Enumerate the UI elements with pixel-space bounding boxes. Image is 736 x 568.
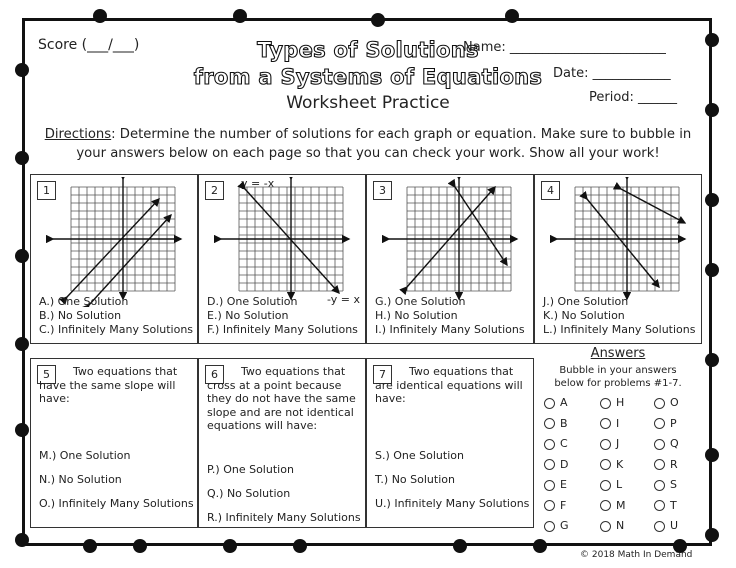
border-dot xyxy=(705,193,719,207)
answer-bubble-i[interactable] xyxy=(600,417,619,430)
problem-number: 7 xyxy=(373,365,392,384)
option-t[interactable]: T.) No Solution xyxy=(375,473,455,486)
problem-number: 6 xyxy=(205,365,224,384)
border-dot xyxy=(705,528,719,542)
option-n[interactable]: N.) No Solution xyxy=(39,473,122,486)
coordinate-graph-3 xyxy=(367,177,533,307)
graph-cell-4 xyxy=(534,174,702,344)
answer-bubble-o[interactable] xyxy=(654,396,679,409)
border-dot xyxy=(233,9,247,23)
bubble-letter: P xyxy=(670,416,677,430)
bubble-letter: B xyxy=(560,416,568,430)
bubble-circle[interactable] xyxy=(654,459,665,470)
score-label: Score (___/___) xyxy=(38,37,140,53)
problem-number: 2 xyxy=(205,181,224,200)
problem-number: 1 xyxy=(37,181,56,200)
directions-text: : Determine the number of solutions for each graph or equation. Make sure to bubble in your answers below on each page so that you can check your work. Show all your work! xyxy=(76,127,692,161)
subtitle: Worksheet Practice xyxy=(286,93,450,113)
bubble-letter: K xyxy=(616,457,624,471)
border-dot xyxy=(15,151,29,165)
border-dot xyxy=(533,539,547,553)
border-dot xyxy=(293,539,307,553)
problem-number: 4 xyxy=(541,181,560,200)
border-dot xyxy=(93,9,107,23)
directions xyxy=(30,125,706,163)
answer-bubble-m[interactable] xyxy=(600,499,626,512)
bubble-letter: U xyxy=(670,519,679,532)
option-e[interactable]: E.) No Solution xyxy=(207,309,289,322)
graph-line-1 xyxy=(245,189,339,293)
equation-label-2: -y = x xyxy=(327,293,361,306)
period-field[interactable]: Period: ______ xyxy=(589,90,678,105)
bubble-circle[interactable] xyxy=(544,459,555,470)
problem-text: Two equations that have the same slope will have: xyxy=(39,365,178,405)
graph-cell-2 xyxy=(198,174,366,344)
option-g[interactable]: G.) One Solution xyxy=(375,295,466,308)
bubble-circle[interactable] xyxy=(654,480,665,491)
option-j[interactable]: J.) One Solution xyxy=(543,295,629,308)
problem-cell-7 xyxy=(366,358,534,528)
problem-text: Two equations that are identical equations will have: xyxy=(375,365,523,405)
answer-bubble-b[interactable] xyxy=(544,417,568,430)
bubble-circle[interactable] xyxy=(544,480,555,491)
option-s[interactable]: S.) One Solution xyxy=(375,449,464,462)
border-dot xyxy=(15,533,29,547)
bubble-letter: A xyxy=(560,396,568,409)
bubble-letter: J xyxy=(616,437,620,450)
option-i[interactable]: I.) Infinitely Many Solutions xyxy=(375,323,525,336)
graph-line-1 xyxy=(407,187,495,287)
answer-bubble-s[interactable] xyxy=(654,478,677,491)
bubble-circle[interactable] xyxy=(654,500,665,511)
bubble-circle[interactable] xyxy=(654,418,665,429)
answer-bubble-t[interactable] xyxy=(654,499,677,512)
bubble-circle[interactable] xyxy=(600,480,611,491)
bubble-letter: F xyxy=(560,498,567,512)
problem-cell-6 xyxy=(198,358,366,528)
bubble-letter: O xyxy=(670,396,679,409)
border-dot xyxy=(705,448,719,462)
option-o[interactable]: O.) Infinitely Many Solutions xyxy=(39,497,194,510)
answer-bubble-r[interactable] xyxy=(654,458,678,471)
bubble-circle[interactable] xyxy=(544,439,555,450)
copyright: © 2018 Math In Demand xyxy=(580,550,693,560)
option-q[interactable]: Q.) No Solution xyxy=(207,487,291,500)
title-line-1: Types of Solutions xyxy=(257,38,479,62)
option-c[interactable]: C.) Infinitely Many Solutions xyxy=(39,323,194,336)
answer-bubble-g[interactable] xyxy=(544,519,569,532)
option-k[interactable]: K.) No Solution xyxy=(543,309,625,322)
bubble-circle[interactable] xyxy=(654,439,665,450)
bubble-circle[interactable] xyxy=(544,521,555,532)
coordinate-graph-4 xyxy=(535,177,701,307)
option-u[interactable]: U.) Infinitely Many Solutions xyxy=(375,497,530,510)
bubble-circle[interactable] xyxy=(654,521,665,532)
bubble-circle[interactable] xyxy=(654,398,665,409)
graph-line-2 xyxy=(621,189,685,223)
problem-number: 5 xyxy=(37,365,56,384)
bubble-letter: N xyxy=(616,519,625,532)
worksheet-grid xyxy=(30,174,702,532)
bubble-letter: C xyxy=(560,437,568,450)
border-dot xyxy=(15,423,29,437)
bubble-letter: L xyxy=(616,478,623,491)
border-dot xyxy=(223,539,237,553)
bubble-letter: I xyxy=(616,416,620,430)
directions-label: Directions xyxy=(44,127,112,142)
answers-instructions: Bubble in your answers below for problems #1-7. xyxy=(554,365,682,389)
title-line-2: from a Systems of Equations xyxy=(193,65,543,89)
answer-bubble-e[interactable] xyxy=(544,478,567,491)
graph-line-1 xyxy=(67,199,159,297)
bubble-letter: M xyxy=(616,498,626,512)
answers-title: Answers xyxy=(590,346,646,361)
coordinate-graph-1 xyxy=(31,177,197,307)
border-dot xyxy=(705,353,719,367)
option-h[interactable]: H.) No Solution xyxy=(375,309,458,322)
answer-bubble-h[interactable] xyxy=(600,396,624,409)
bubble-letter: R xyxy=(670,457,678,471)
bubble-circle[interactable] xyxy=(600,459,611,470)
answer-bubble-a[interactable] xyxy=(544,396,568,409)
answer-bubble-d[interactable] xyxy=(544,458,568,471)
bubble-circle[interactable] xyxy=(600,398,611,409)
bubble-letter: S xyxy=(670,478,677,491)
option-r[interactable]: R.) Infinitely Many Solutions xyxy=(207,511,361,524)
border-dot xyxy=(505,9,519,23)
border-dot xyxy=(453,539,467,553)
answer-bubble-k[interactable] xyxy=(600,458,623,471)
option-b[interactable]: B.) No Solution xyxy=(39,309,122,322)
option-p[interactable]: P.) One Solution xyxy=(207,463,294,476)
option-f[interactable]: F.) Infinitely Many Solutions xyxy=(207,323,358,336)
bubble-circle[interactable] xyxy=(544,500,555,511)
bubble-letter: Q xyxy=(670,437,679,450)
problem-cell-5 xyxy=(30,358,198,528)
border-dot xyxy=(83,539,97,553)
border-dot xyxy=(15,249,29,263)
answer-bubble-j[interactable] xyxy=(600,437,619,450)
border-dot xyxy=(15,337,29,351)
bubble-circle[interactable] xyxy=(544,398,555,409)
graph-cell-1 xyxy=(30,174,198,344)
bubble-circle[interactable] xyxy=(544,418,555,429)
bubble-letter: T xyxy=(670,498,677,512)
option-l[interactable]: L.) Infinitely Many Solutions xyxy=(543,323,696,336)
border-dot xyxy=(705,263,719,277)
border-dot xyxy=(371,13,385,27)
option-m[interactable]: M.) One Solution xyxy=(39,449,131,462)
answer-bubble-q[interactable] xyxy=(654,437,679,450)
bubble-circle[interactable] xyxy=(600,521,611,532)
option-d[interactable]: D.) One Solution xyxy=(207,295,298,308)
coordinate-graph-2 xyxy=(199,177,365,307)
bubble-letter: E xyxy=(560,478,567,491)
bubble-letter: D xyxy=(560,457,569,471)
bubble-circle[interactable] xyxy=(600,439,611,450)
graph-cell-3 xyxy=(366,174,534,344)
date-field[interactable]: Date: ____________ xyxy=(553,66,671,81)
bubble-circle[interactable] xyxy=(600,418,611,429)
answer-bubble-u[interactable] xyxy=(654,519,678,532)
problem-number: 3 xyxy=(373,181,392,200)
answer-bubble-n[interactable] xyxy=(600,519,624,532)
bubble-letter: G xyxy=(560,519,569,532)
bubble-circle[interactable] xyxy=(600,500,611,511)
border-dot xyxy=(133,539,147,553)
bubble-letter: H xyxy=(616,396,625,409)
answer-bubble-l[interactable] xyxy=(600,478,622,491)
option-a[interactable]: A.) One Solution xyxy=(39,295,129,308)
name-field[interactable]: Name: ________________________ xyxy=(463,40,666,55)
answer-bubble-f[interactable] xyxy=(544,499,566,512)
problem-text: Two equations that cross at a point because they do not have the same slope and are not identical equations will have: xyxy=(207,365,356,432)
answer-bubble-c[interactable] xyxy=(544,437,568,450)
answer-bubble-p[interactable] xyxy=(654,417,677,430)
equation-label-1: y = -x xyxy=(241,177,275,190)
